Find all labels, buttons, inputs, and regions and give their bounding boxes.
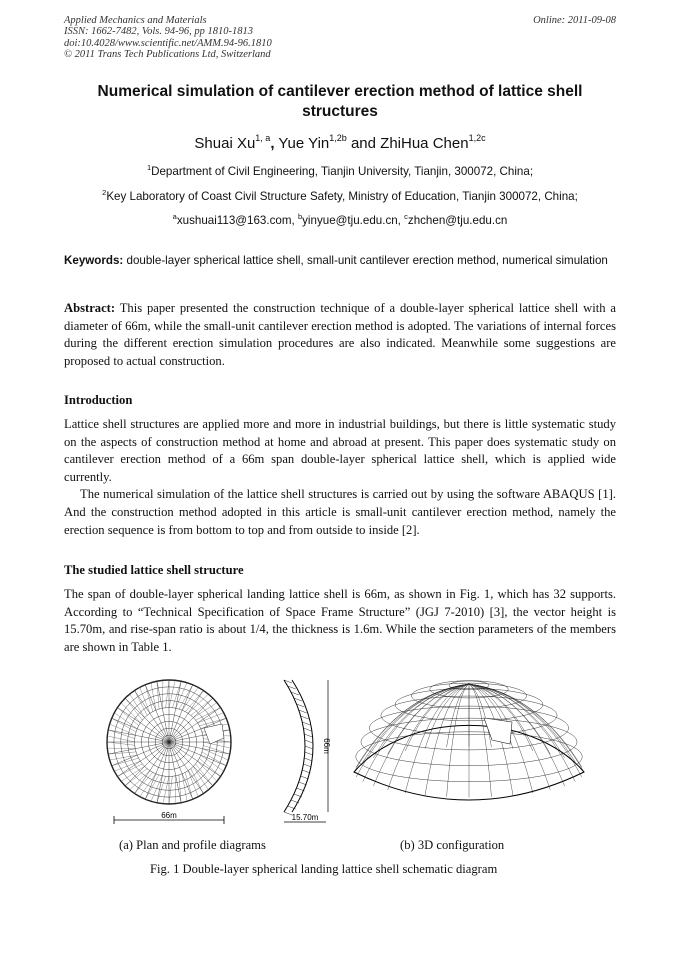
- profile-web-member: [304, 758, 312, 761]
- email-a-sup: a: [172, 212, 177, 221]
- profile-span-label: 66m: [322, 738, 331, 754]
- studied-paragraph: The span of double-layer spherical landing lattice shell is 66m, as shown in Fig. 1, which has 32 supports. According to “Technical Specification of Space Frame Structure” (JGJ 7-2010) [3], the vector height is 15.70m, and rise-span ratio is about 1/4, the thickness is 1.6m. While the section parameters of the members are shown in Table 1.: [64, 587, 616, 654]
- journal-issn: ISSN: 1662-7482, Vols. 94-96, pp 1810-1813: [64, 26, 253, 38]
- keywords-text: double-layer spherical lattice shell, small-unit cantilever erection method, numerical simulation: [123, 254, 608, 267]
- plan-diagonal-member: [145, 685, 153, 712]
- email-line: [64, 214, 616, 228]
- journal-copyright: © 2011 Trans Tech Publications Ltd, Switzerland: [64, 48, 271, 60]
- caption-b: (b) 3D configuration: [400, 838, 505, 852]
- plan-diagonal-member: [202, 749, 228, 760]
- plan-diagonal-member: [151, 775, 162, 801]
- plan-radial-member: [112, 718, 169, 742]
- author-and: and: [346, 135, 381, 152]
- author-1-sup: 1, a: [255, 133, 271, 143]
- author-list: [64, 134, 616, 154]
- profile-diagram: [284, 680, 331, 822]
- affiliation-1-text: Department of Civil Engineering, Tianjin University, Tianjin, 300072, China;: [151, 165, 534, 178]
- profile-web-member: [302, 722, 310, 725]
- paper-title: Numerical simulation of cantilever erection method of lattice shell structures: [97, 83, 583, 120]
- affiliation-2: [64, 190, 616, 204]
- affiliation-2-sup: 2: [102, 188, 107, 197]
- caption-a: (a) Plan and profile diagrams: [119, 838, 266, 852]
- plan-diagonal-member: [197, 761, 217, 781]
- figure-1: [64, 660, 616, 835]
- author-1-name: Shuai Xu: [194, 135, 256, 152]
- plan-radial-member: [169, 742, 226, 766]
- affiliation-1-sup: 1: [146, 163, 152, 172]
- keywords: [64, 253, 616, 269]
- affiliation-2-text: Key Laboratory of Coast Civil Structure Safety, Ministry of Education, Tianjin 300072, China;: [106, 190, 578, 203]
- running-header: [64, 15, 616, 60]
- plan-radial-member: [112, 742, 169, 766]
- email-b-sup: b: [297, 212, 303, 221]
- profile-web-member: [305, 740, 313, 743]
- studied-heading: The studied lattice shell structure: [64, 563, 244, 577]
- plan-radial-member: [145, 685, 169, 742]
- plan-diagram: [107, 680, 231, 824]
- profile-web-member: [305, 752, 313, 755]
- introduction-heading: Introduction: [64, 393, 133, 407]
- profile-web-member: [302, 770, 310, 773]
- plan-diagonal-member: [121, 703, 141, 723]
- profile-web-member: [299, 782, 307, 785]
- plan-diagonal-member: [185, 772, 193, 799]
- profile-web-member: [297, 788, 305, 791]
- profile-web-member: [305, 746, 313, 749]
- profile-outer-arc: [284, 680, 305, 812]
- plan-diagonal-member: [176, 683, 187, 709]
- profile-web-member: [303, 728, 311, 731]
- email-b: yinyue@tju.edu.cn,: [302, 214, 405, 227]
- figure-caption: Fig. 1 Double-layer spherical landing lattice shell schematic diagram: [150, 862, 498, 876]
- plan-diagonal-member: [188, 694, 208, 714]
- plan-diagonal-member: [130, 770, 150, 790]
- introduction-body: [64, 416, 616, 539]
- email-a: xushuai113@163.com,: [176, 214, 298, 227]
- author-separator: ,: [270, 135, 275, 152]
- profile-height-label: 15.70m: [291, 813, 319, 822]
- plan-diagonal-member: [112, 758, 139, 766]
- 3d-configuration: [354, 681, 584, 800]
- plan-diagonal-member: [110, 755, 138, 760]
- journal-doi: doi:10.4028/www.scientific.net/AMM.94-96.1810: [64, 37, 272, 49]
- online-date: Online: 2011-09-08: [533, 15, 616, 26]
- plan-radial-member: [145, 742, 169, 799]
- plan-dimension-label: 66m: [161, 811, 177, 820]
- plan-radial-member: [169, 742, 193, 799]
- introduction-paragraph-1: Lattice shell structures are applied more and more in industrial buildings, but there is little systematic study on the aspects of construction method at home and abroad at present. This paper does systematic study on cantilever erection method of a 66m span double-layer spherical lattice shell, which is applied wide currently.: [64, 417, 616, 484]
- plan-diagonal-member: [182, 774, 187, 802]
- plan-diagonal-member: [110, 724, 136, 735]
- plan-open-bay: [204, 724, 224, 744]
- plan-diagonal-member: [151, 683, 156, 711]
- profile-web-member: [301, 776, 309, 779]
- author-3-sup: 1,2c: [468, 133, 486, 143]
- introduction-paragraph-2: The numerical simulation of the lattice shell structures is carried out by using the software ABAQUS [1]. And the construction method adopted in this article is small-unit cantilever erection method, namely the erection sequence is from bottom to top and from outside to inside [2].: [64, 487, 616, 537]
- abstract-label: Abstract:: [64, 301, 116, 315]
- plan-radial-member: [169, 685, 193, 742]
- profile-web-member: [303, 764, 311, 767]
- abstract-text: This paper presented the construction technique of a double-layer spherical lattice shell with a diameter of 66m, while the small-unit cantilever erection method is adopted. The variations of internal forces during the different erection simulation procedures are also indicated. Meanwhile some suggestions are proposed to actual construction.: [64, 301, 616, 368]
- keywords-label: Keywords:: [64, 254, 124, 267]
- profile-web-member: [304, 734, 312, 737]
- profile-web-members: [284, 680, 313, 815]
- journal-name: Applied Mechanics and Materials: [64, 15, 207, 26]
- author-2-sup: 1,2b: [329, 133, 347, 143]
- abstract: [64, 300, 616, 370]
- email-c-sup: c: [404, 212, 408, 221]
- affiliation-1: [64, 165, 616, 179]
- author-3-name: ZhiHua Chen: [380, 135, 469, 152]
- email-c: zhchen@tju.edu.cn: [407, 214, 508, 227]
- author-2-name: Yue Yin: [274, 135, 330, 152]
